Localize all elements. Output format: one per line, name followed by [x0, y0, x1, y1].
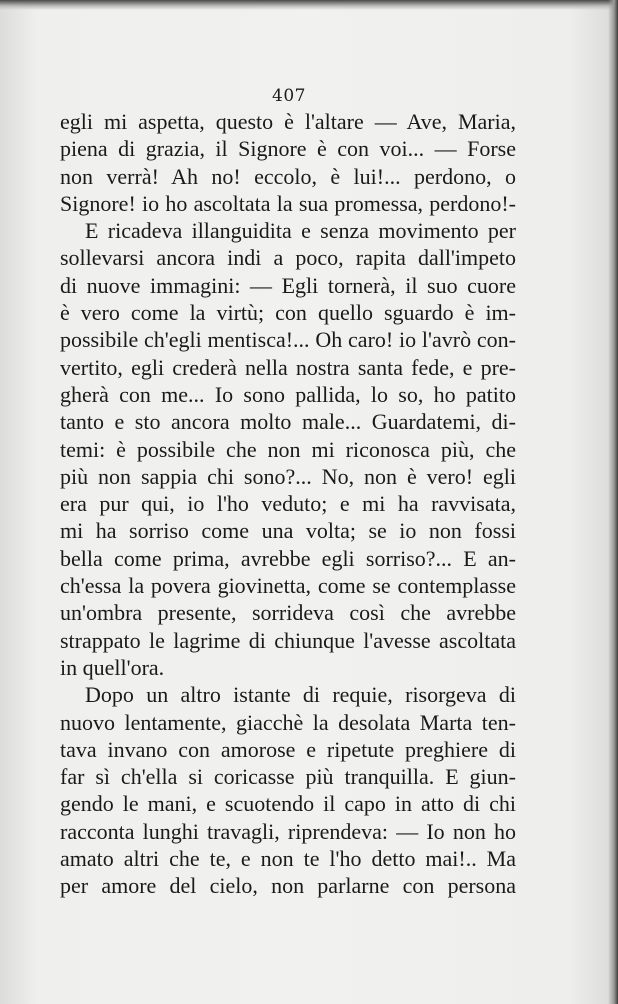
text-line: temi: è possibile che non mi riconosca più, che — [60, 436, 516, 462]
text-line: più non sappia chi sono?... No, non è vero! egli — [60, 463, 516, 489]
text-line: era pur qui, io l'ho veduto; e mi ha ravvisata, — [60, 491, 516, 517]
text-line: Dopo un altro istante di requie, risorgeva di — [85, 682, 516, 708]
text-line: racconta lunghi travagli, riprendeva: — Io non ho — [60, 818, 516, 844]
text-line: per amore del cielo, non parlarne con persona — [60, 873, 516, 899]
text-line: E ricadeva illanguidita e senza movimento per — [85, 218, 516, 244]
text-line: amato altri che te, e non te l'ho detto mai!.. Ma — [60, 846, 516, 872]
text-line: Signore! io ho ascoltata la sua promessa, perdono!- — [60, 190, 516, 216]
text-line: sollevarsi ancora indi a poco, rapita dall'impeto — [60, 245, 516, 271]
text-line: vertito, egli crederà nella nostra santa fede, e pre- — [60, 354, 516, 380]
text-line: tanto e sto ancora molto male... Guardatemi, di- — [60, 409, 516, 435]
text-line: gendo le mani, e scuotendo il capo in atto di chi — [60, 791, 516, 817]
text-line: strappato le lagrime di chiunque l'avesse ascoltata — [60, 627, 516, 653]
text-line: di nuove immagini: — Egli tornerà, il suo cuore — [60, 272, 516, 298]
text-line: tava invano con amorose e ripetute preghiere di — [60, 736, 516, 762]
page-number: 407 — [272, 86, 306, 106]
page-right-edge-shadow — [608, 0, 618, 1004]
text-line: egli mi aspetta, questo è l'altare — Ave, Maria, — [60, 109, 516, 134]
text-line: nuovo lentamente, giacchè la desolata Marta ten- — [60, 709, 516, 735]
text-line: ch'essa la povera giovinetta, come se contemplasse — [60, 573, 516, 599]
text-line: è vero come la virtù; con quello sguardo è im- — [60, 300, 516, 326]
text-line: far sì ch'ella si coricasse più tranquilla. E giun- — [60, 764, 516, 790]
text-line: in quell'ora. — [60, 654, 165, 680]
text-line: bella come prima, avrebbe egli sorriso?... E an- — [60, 545, 516, 571]
text-line: mi ha sorriso come una volta; se io non fossi — [60, 518, 516, 544]
text-line: piena di grazia, il Signore è con voi... — Forse — [60, 136, 516, 162]
text-line: un'ombra presente, sorrideva così che avrebbe — [60, 600, 516, 626]
text-line: gherà con me... Io sono pallida, lo so, ho patito — [60, 381, 516, 407]
page-top-edge-shadow — [0, 0, 618, 10]
text-line: possibile ch'egli mentisca!... Oh caro! io l'avrò con- — [60, 327, 516, 353]
body-text — [60, 108, 516, 900]
text-line: non verrà! Ah no! eccolo, è lui!... perdono, o — [60, 163, 516, 189]
